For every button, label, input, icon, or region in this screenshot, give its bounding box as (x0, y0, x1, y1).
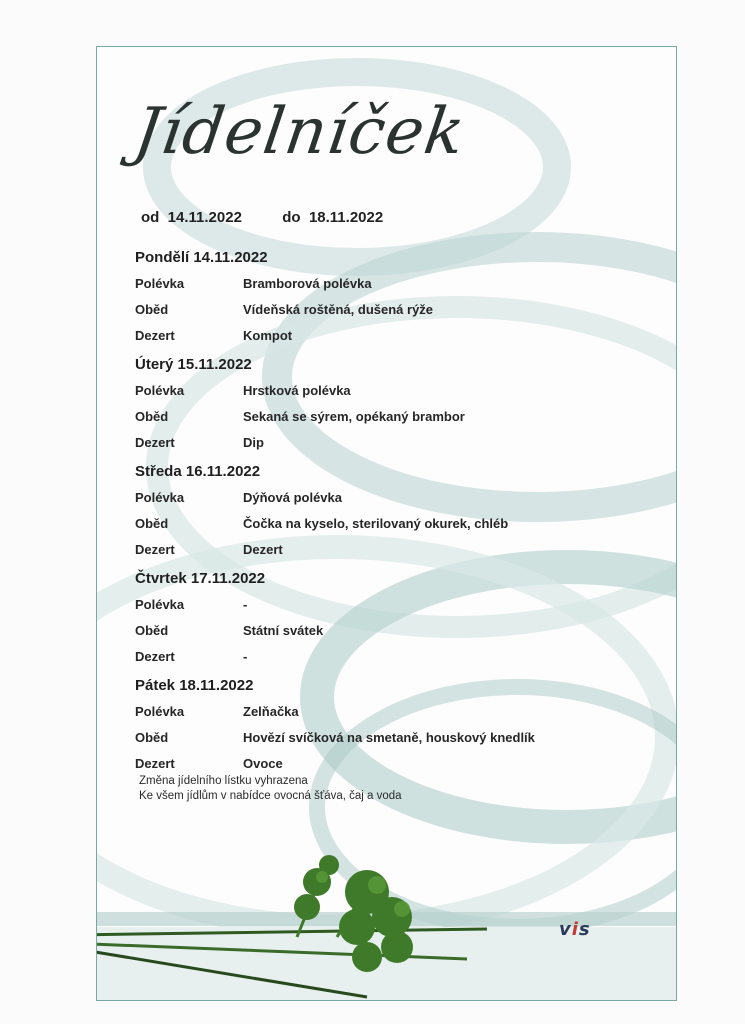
range-from-label: od (141, 209, 160, 226)
day-block-monday (135, 245, 655, 349)
row-value: Dýňová polévka (243, 490, 342, 505)
row-label: Dezert (135, 756, 175, 771)
row-value: Sekaná se sýrem, opékaný brambor (243, 409, 465, 424)
row-label: Oběd (135, 623, 169, 638)
day-block-wednesday (135, 459, 655, 563)
row-value: Zelňačka (243, 704, 299, 719)
menu-row-lunch (135, 511, 655, 537)
row-value: - (243, 649, 248, 664)
row-value: Bramborová polévka (243, 276, 372, 291)
parsley-illustration (96, 847, 507, 1001)
range-from-date: 14.11.2022 (167, 209, 242, 226)
day-heading: Čtvrtek 17.11.2022 (135, 570, 266, 587)
range-to-date: 18.11.2022 (308, 209, 384, 226)
row-label: Oběd (135, 516, 169, 531)
logo-letter-s: s (578, 919, 591, 940)
row-value: Dezert (243, 542, 283, 557)
row-value: Kompot (243, 328, 293, 343)
menu-row-soup (135, 485, 655, 511)
menu-row-lunch (135, 725, 655, 751)
menu-row-dessert (135, 537, 655, 563)
row-label: Polévka (135, 704, 185, 719)
row-label: Polévka (135, 383, 185, 398)
menu-days (135, 245, 655, 780)
day-heading: Středa 16.11.2022 (135, 463, 261, 480)
day-heading: Pondělí 14.11.2022 (135, 249, 268, 266)
footnote-line-1: Změna jídelního lístku vyhrazena (139, 775, 308, 787)
row-value: Hovězí svíčková na smetaně, houskový knedlík (243, 730, 535, 745)
day-block-tuesday (135, 352, 655, 456)
row-label: Dezert (135, 649, 175, 664)
row-value: Čočka na kyselo, sterilovaný okurek, chléb (243, 516, 509, 531)
vis-logo (559, 919, 591, 940)
menu-row-dessert (135, 430, 655, 456)
menu-row-soup (135, 592, 655, 618)
menu-sheet (96, 46, 677, 1001)
row-value: Ovoce (243, 756, 283, 771)
row-value: Hrstková polévka (243, 383, 351, 398)
range-to-label: do (282, 209, 301, 226)
day-block-thursday (135, 566, 655, 670)
menu-row-lunch (135, 297, 655, 323)
row-label: Oběd (135, 409, 169, 424)
logo-letter-v: v (559, 919, 572, 940)
menu-row-lunch (135, 618, 655, 644)
row-label: Dezert (135, 542, 175, 557)
row-label: Dezert (135, 435, 175, 450)
row-label: Polévka (135, 490, 185, 505)
row-label: Polévka (135, 597, 185, 612)
day-block-friday (135, 673, 655, 777)
row-value: - (243, 597, 248, 612)
page-title: Jídelníček (129, 95, 470, 169)
row-value: Vídeňská roštěná, dušená rýže (243, 302, 434, 317)
date-range (141, 209, 383, 226)
menu-row-lunch (135, 404, 655, 430)
row-label: Dezert (135, 328, 175, 343)
row-label: Polévka (135, 276, 185, 291)
menu-row-dessert (135, 323, 655, 349)
logo-letter-i: i (571, 919, 579, 940)
day-heading: Pátek 18.11.2022 (135, 677, 254, 694)
menu-row-soup (135, 699, 655, 725)
row-value: Dip (243, 435, 264, 450)
menu-row-soup (135, 271, 655, 297)
row-label: Oběd (135, 730, 169, 745)
footnote (139, 774, 402, 804)
day-heading: Úterý 15.11.2022 (135, 356, 252, 373)
row-value: Státní svátek (243, 623, 324, 638)
menu-row-dessert (135, 644, 655, 670)
footnote-line-2: Ke všem jídlům v nabídce ovocná šťáva, čaj a voda (139, 790, 402, 802)
menu-row-soup (135, 378, 655, 404)
row-label: Oběd (135, 302, 169, 317)
